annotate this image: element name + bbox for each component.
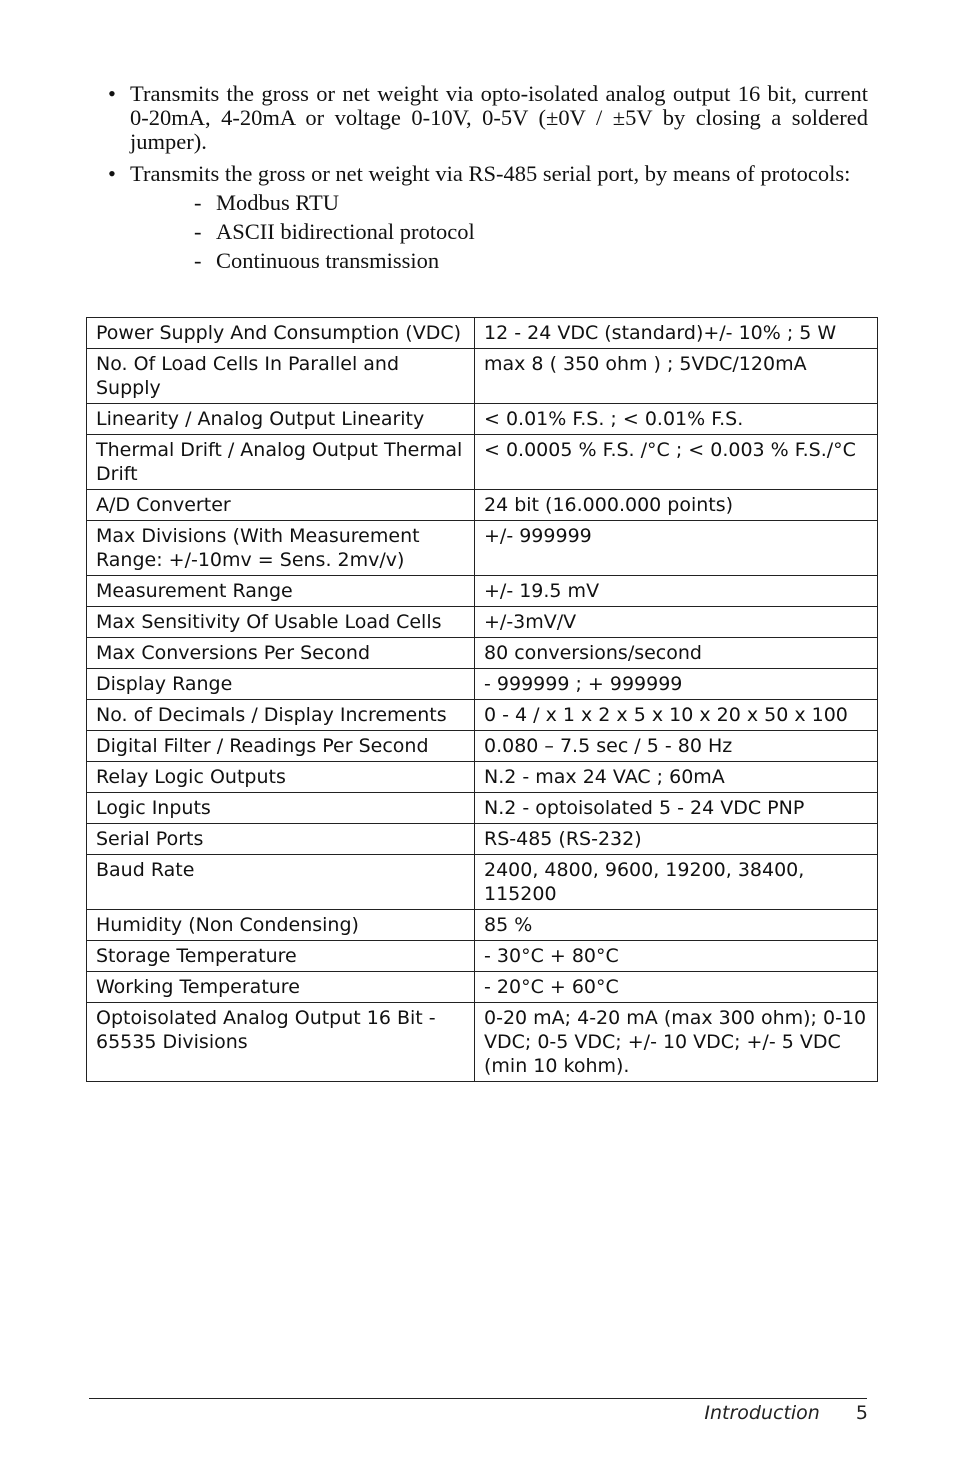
spec-row xyxy=(87,793,878,824)
spec-value: 24 bit (16.000.000 points) xyxy=(475,490,878,521)
protocol-item: - Continuous transmission xyxy=(194,248,440,273)
spec-parameter: No. of Decimals / Display Increments xyxy=(87,700,475,731)
bullet-dot: • xyxy=(108,161,116,186)
spec-parameter: Optoisolated Analog Output 16 Bit - 65535 Divisions xyxy=(87,1003,475,1082)
spec-value: < 0.01% F.S. ; < 0.01% F.S. xyxy=(475,404,878,435)
spec-value: 80 conversions/second xyxy=(475,638,878,669)
spec-parameter: Storage Temperature xyxy=(87,941,475,972)
spec-row xyxy=(87,731,878,762)
bullet-text: Transmits the gross or net weight via RS-485 serial port, by means of protocols: xyxy=(130,161,851,186)
spec-row xyxy=(87,404,878,435)
spec-parameter: Linearity / Analog Output Linearity xyxy=(87,404,475,435)
spec-parameter: Max Conversions Per Second xyxy=(87,638,475,669)
page-number: 5 xyxy=(855,1402,868,1424)
bullet-item-serial-port xyxy=(108,162,868,275)
spec-value: 0.080 – 7.5 sec / 5 - 80 Hz xyxy=(475,731,878,762)
page-footer xyxy=(704,1402,868,1424)
bullet-text: Transmits the gross or net weight via opto-isolated analog output 16 bit, current 0-20mA, 4-20mA or voltage 0-10V, 0-5V (±0V / ±5V by closing a soldered jumper). xyxy=(130,81,868,154)
spec-value: 12 - 24 VDC (standard)+/- 10% ; 5 W xyxy=(475,318,878,349)
spec-value: +/- 19.5 mV xyxy=(475,576,878,607)
protocol-item: - Modbus RTU xyxy=(194,190,340,215)
spec-value: N.2 - max 24 VAC ; 60mA xyxy=(475,762,878,793)
spec-row xyxy=(87,638,878,669)
bullet-item-analog-output xyxy=(108,82,868,154)
spec-row xyxy=(87,669,878,700)
spec-row xyxy=(87,972,878,1003)
spec-value: RS-485 (RS-232) xyxy=(475,824,878,855)
spec-value: < 0.0005 % F.S. /°C ; < 0.003 % F.S./°C xyxy=(475,435,878,490)
spec-parameter: Baud Rate xyxy=(87,855,475,910)
spec-row xyxy=(87,607,878,638)
spec-parameter: Measurement Range xyxy=(87,576,475,607)
bullet-dot: • xyxy=(108,81,116,106)
spec-parameter: Logic Inputs xyxy=(87,793,475,824)
spec-value: - 20°C + 60°C xyxy=(475,972,878,1003)
spec-parameter: Max Divisions (With Measurement Range: +/-10mv = Sens. 2mv/v) xyxy=(87,521,475,576)
spec-parameter: A/D Converter xyxy=(87,490,475,521)
spec-parameter: Max Sensitivity Of Usable Load Cells xyxy=(87,607,475,638)
spec-value: 2400, 4800, 9600, 19200, 38400, 115200 xyxy=(475,855,878,910)
spec-row xyxy=(87,318,878,349)
spec-row xyxy=(87,435,878,490)
spec-row xyxy=(87,700,878,731)
spec-parameter: Humidity (Non Condensing) xyxy=(87,910,475,941)
feature-bullet-list xyxy=(108,82,868,283)
spec-parameter: No. Of Load Cells In Parallel and Supply xyxy=(87,349,475,404)
spec-row xyxy=(87,576,878,607)
spec-row xyxy=(87,521,878,576)
spec-value: - 999999 ; + 999999 xyxy=(475,669,878,700)
spec-row xyxy=(87,762,878,793)
spec-parameter: Serial Ports xyxy=(87,824,475,855)
spec-parameter: Digital Filter / Readings Per Second xyxy=(87,731,475,762)
spec-parameter: Display Range xyxy=(87,669,475,700)
spec-row xyxy=(87,1003,878,1082)
spec-value: N.2 - optoisolated 5 - 24 VDC PNP xyxy=(475,793,878,824)
spec-value: 85 % xyxy=(475,910,878,941)
spec-parameter: Relay Logic Outputs xyxy=(87,762,475,793)
footer-rule xyxy=(89,1398,867,1399)
spec-parameter: Thermal Drift / Analog Output Thermal Drift xyxy=(87,435,475,490)
spec-value: +/-3mV/V xyxy=(475,607,878,638)
footer-section-title: Introduction xyxy=(704,1402,820,1424)
spec-value: 0 - 4 / x 1 x 2 x 5 x 10 x 20 x 50 x 100 xyxy=(475,700,878,731)
spec-value: - 30°C + 80°C xyxy=(475,941,878,972)
spec-row xyxy=(87,824,878,855)
spec-row xyxy=(87,490,878,521)
spec-value: max 8 ( 350 ohm ) ; 5VDC/120mA xyxy=(475,349,878,404)
spec-parameter: Working Temperature xyxy=(87,972,475,1003)
spec-row xyxy=(87,855,878,910)
protocol-item: - ASCII bidirectional protocol xyxy=(194,219,475,244)
spec-row xyxy=(87,349,878,404)
spec-value: 0-20 mA; 4-20 mA (max 300 ohm); 0-10 VDC; 0-5 VDC; +/- 10 VDC; +/- 5 VDC (min 10 kohm). xyxy=(475,1003,878,1082)
specifications-table xyxy=(86,317,878,1082)
spec-row xyxy=(87,941,878,972)
spec-row xyxy=(87,910,878,941)
spec-parameter: Power Supply And Consumption (VDC) xyxy=(87,318,475,349)
protocol-list xyxy=(130,188,868,275)
spec-value: +/- 999999 xyxy=(475,521,878,576)
